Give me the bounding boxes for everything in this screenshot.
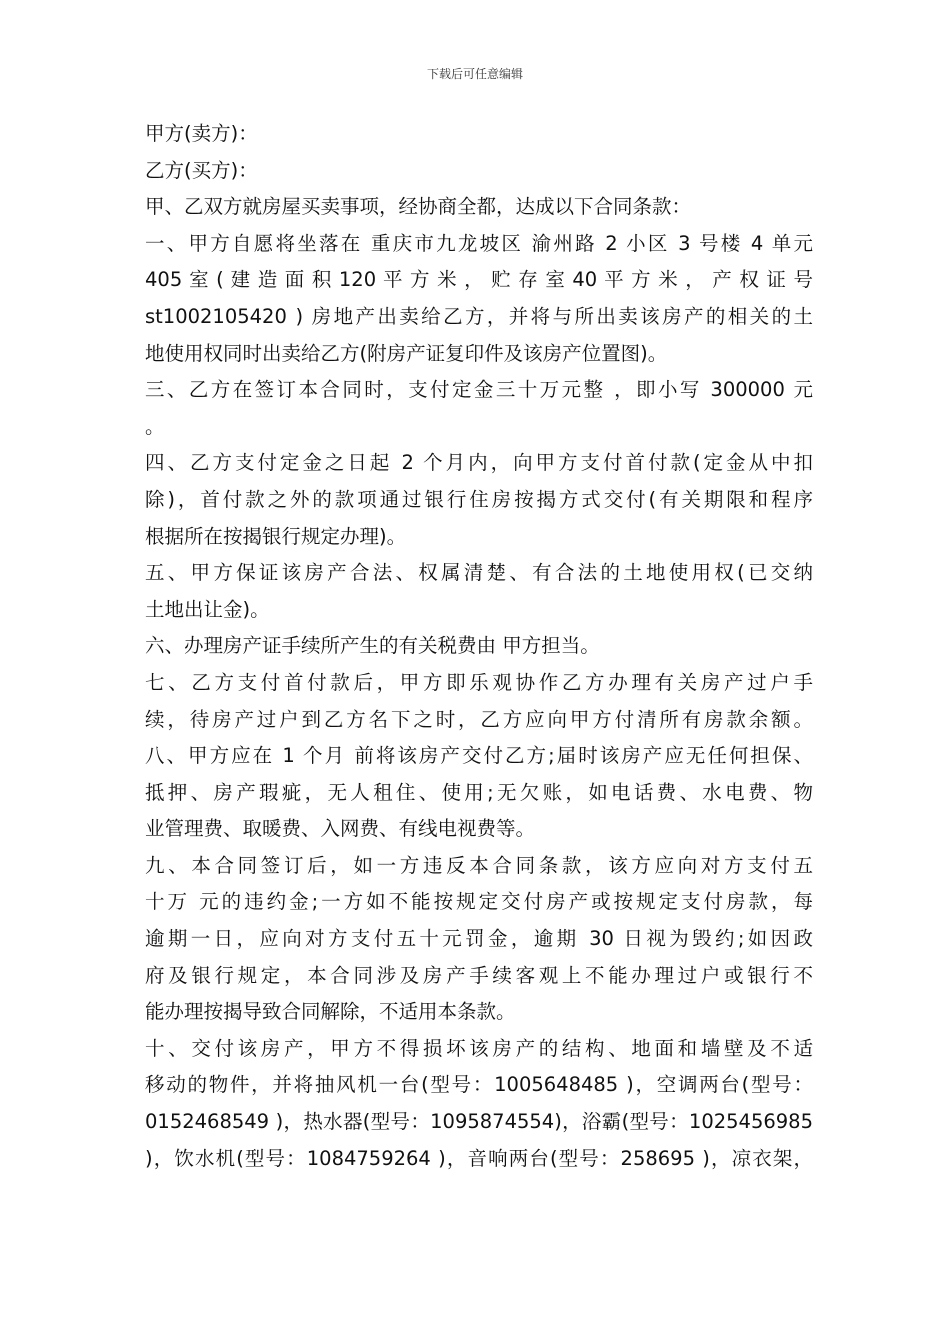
text-line: 地使用权同时出卖给乙方(附房产证复印件及该房产位置图)。: [145, 341, 668, 365]
contract-body: [145, 116, 813, 1177]
text-line: 0152468549 )，热水器(型号：1095874554)，浴霸(型号：1025456985: [145, 1110, 813, 1134]
header-note: 下载后可任意编辑: [426, 67, 523, 81]
text-line: 十、交付该房产，甲方不得损坏该房产的结构、地面和墙壁及不适: [145, 1036, 813, 1060]
text-line: 九、本合同签订后，如一方违反本合同条款，该方应向对方支付五: [145, 853, 813, 877]
text-line: 抵押、房产瑕疵，无人租住、使用;无欠账，如电话费、水电费、物: [145, 780, 813, 804]
text-line: 逾期一日，应向对方支付五十元罚金，逾期 30 日视为毁约;如因政: [145, 927, 813, 951]
text-line: 业管理费、取暖费、入网费、有线电视费等。: [145, 817, 536, 841]
text-line: )，饮水机(型号：1084759264 )，音响两台(型号：258695 )，凉衣架，: [145, 1146, 813, 1170]
text-line: 四、乙方支付定金之日起 2 个月内，向甲方支付首付款(定金从中扣: [145, 451, 813, 475]
text-line: st1002105420 ) 房地产出卖给乙方，并将与所出卖该房产的相关的土: [145, 304, 813, 328]
text-line: 甲方(卖方)：: [145, 122, 258, 145]
text-line: 乙方(买方)：: [145, 158, 258, 182]
text-line: 七、乙方支付首付款后，甲方即乐观协作乙方办理有关房产过户手: [145, 670, 813, 694]
text-line: 土地出让金)。: [145, 597, 270, 621]
text-line: 六、办理房产证手续所产生的有关税费由 甲方担当。: [145, 634, 600, 658]
text-line: 八、甲方应在 1 个月 前将该房产交付乙方;届时该房产应无任何担保、: [145, 744, 813, 768]
text-line: 能办理按揭导致合同解除，不适用本条款。: [145, 1000, 516, 1024]
text-line: 甲、乙双方就房屋买卖事项，经协商全都，达成以下合同条款：: [145, 195, 692, 219]
text-line: 五、甲方保证该房产合法、权属清楚、有合法的土地使用权(已交纳: [145, 561, 813, 585]
text-line: 。: [145, 414, 165, 438]
text-line: 三、乙方在签订本合同时，支付定金三十万元整 ，即小写 300000 元: [145, 378, 813, 402]
text-line: 十万 元的违约金;一方如不能按规定交付房产或按规定支付房款，每: [145, 890, 813, 914]
text-line: 除)，首付款之外的款项通过银行住房按揭方式交付(有关期限和程序: [145, 487, 813, 511]
text-line: 移动的物件，并将抽风机一台(型号：1005648485 )，空调两台(型号：: [145, 1073, 813, 1097]
text-line: 一、甲方自愿将坐落在 重庆市九龙坡区 渝州路 2 小区 3 号楼 4 单元: [145, 231, 813, 255]
text-line: 根据所在按揭银行规定办理)。: [145, 524, 407, 548]
text-line: 府及银行规定，本合同涉及房产手续客观上不能办理过户或银行不: [145, 963, 813, 987]
text-line: 405 室 ( 建 造 面 积 120 平 方 米 ， 贮 存 室 40 平 方 米 ， 产 权 证 号: [145, 268, 813, 292]
text-line: 续，待房产过户到乙方名下之时，乙方应向甲方付清所有房款余额。: [145, 707, 813, 731]
